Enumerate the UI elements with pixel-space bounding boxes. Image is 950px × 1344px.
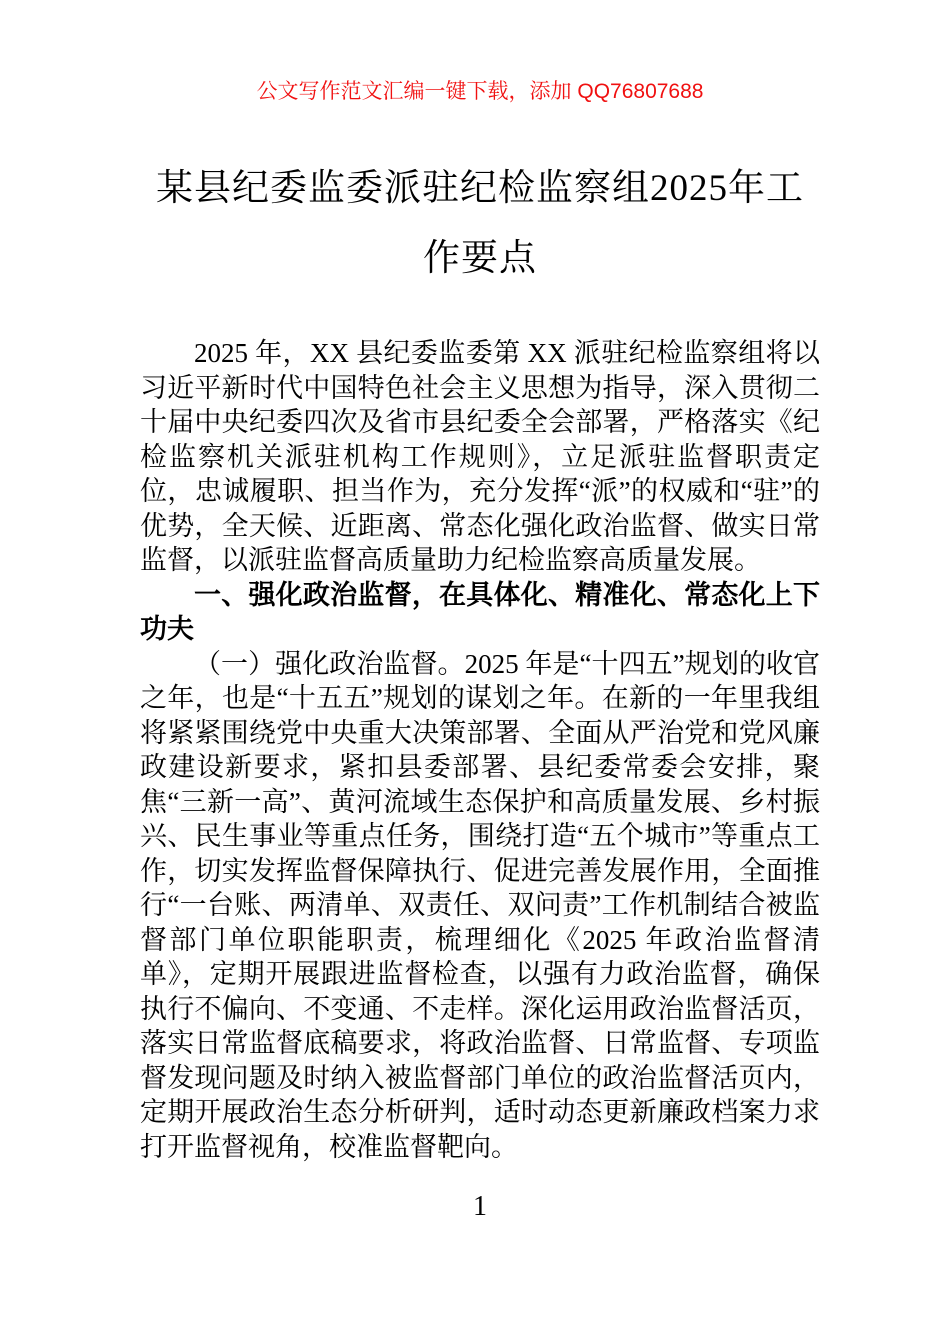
page-number: 1 (473, 1191, 487, 1222)
document-body (140, 336, 820, 1164)
document-title: 某县纪委监委派驻纪检监察组2025年工作要点 (156, 168, 804, 279)
paragraph-section-1-item-1: （一）强化政治监督。2025 年是“十四五”规划的收官之年，也是“十五五”规划的谋划之年。在新的一年里我组将紧紧围绕党中央重大决策部署、全面从严治党和党风廉政建设新要求，紧扣县委部署、县纪委常委会安排，聚焦“三新一高”、黄河流域生态保护和高质量发展、乡村振兴、民生事业等重点任务，围绕打造“五个城市”等重点工作，切实发挥监督保障执行、促进完善发展作用，全面推行“一台账、两清单、双责任、双问责”工作机制结合被监督部门单位职能职责，梳理细化《2025 年政治监督清单》，定期开展跟进监督检查，以强有力政治监督，确保执行不偏向、不变通、不走样。深化运用政治监督活页，落实日常监督底稿要求，将政治监督、日常监督、专项监督发现问题及时纳入被监督部门单位的政治监督活页内，定期开展政治生态分析研判，适时动态更新廉政档案力求打开监督视角，校准监督靶向。 (140, 648, 820, 1162)
paragraph-intro: 2025 年，XX 县纪委监委第 XX 派驻纪检监察组将以习近平新时代中国特色社会主义思想为指导，深入贯彻二十届中央纪委四次及省市县纪委全会部署，严格落实《纪检监察机关派驻机构工作规则》，立足派驻监督职责定位，忠诚履职、担当作为，充分发挥“派”的权威和“驻”的优势，全天候、近距离、常态化强化政治监督、做实日常监督，以派驻监督高质量助力纪检监察高质量发展。 (140, 338, 820, 575)
section-heading-1: 一、强化政治监督，在具体化、精准化、常态化上下功夫 (140, 579, 820, 644)
header-notice: 公文写作范文汇编一键下载，添加 QQ76807688 (256, 80, 704, 103)
